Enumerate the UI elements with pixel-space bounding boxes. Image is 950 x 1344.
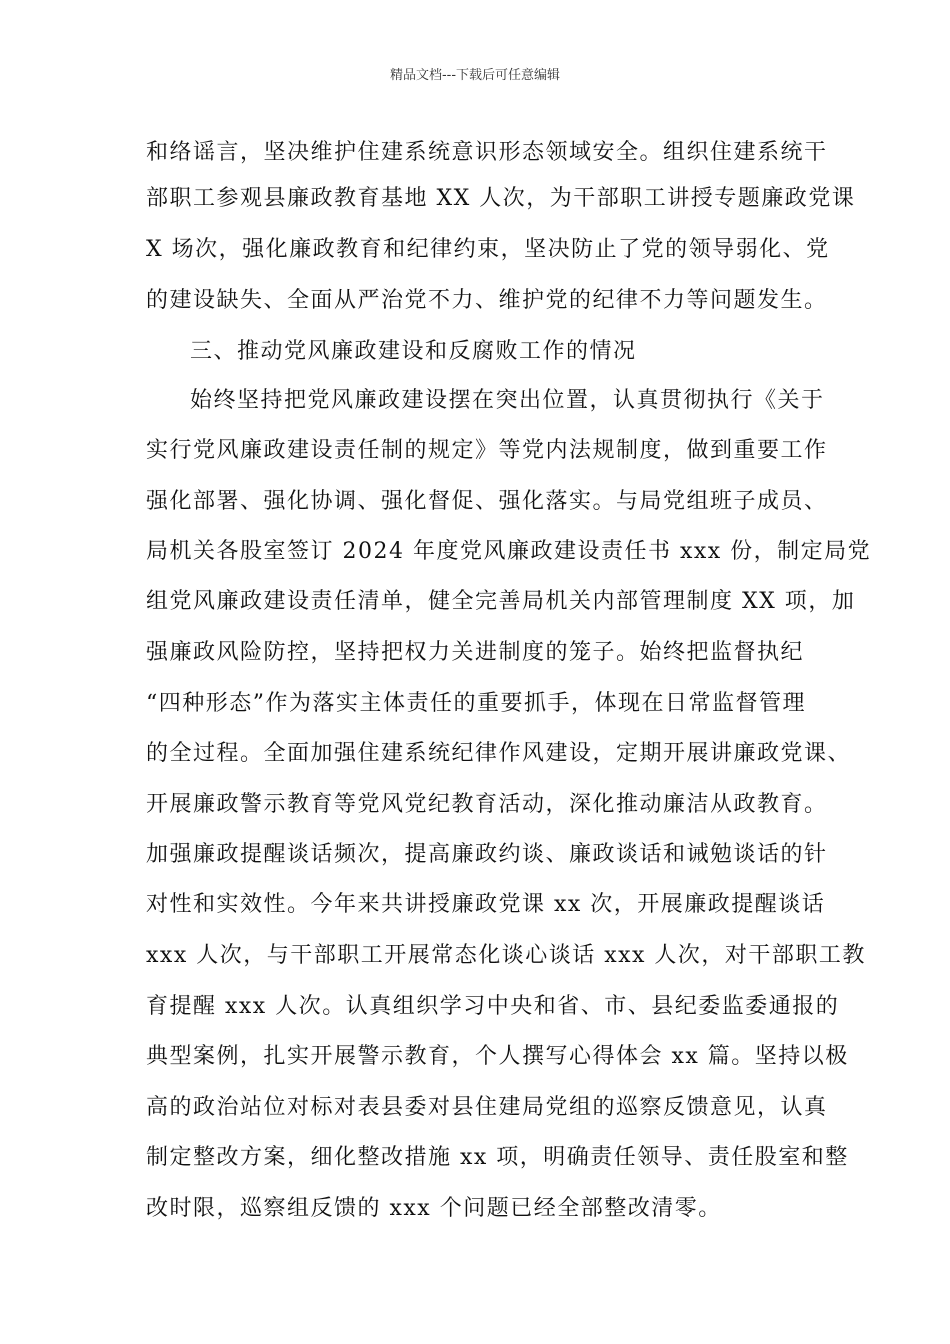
text-line: 典型案例，扎实开展警示教育，个人撰写心得体会 xx 篇。坚持以极 (146, 1044, 849, 1069)
text-line: 组党风廉政建设责任清单，健全完善局机关内部管理制度 XX 项，加 (146, 589, 856, 614)
text-line: 育提醒 xxx 人次。认真组织学习中央和省、市、县纪委监委通报的 (146, 994, 840, 1019)
page-header: 精品文档---下载后可任意编辑 (389, 68, 561, 83)
text-line: 和络谣言，坚决维护住建系统意识形态领域安全。组织住建系统干 (146, 140, 828, 165)
text-line: 开展廉政警示教育等党风党纪教育活动，深化推动廉洁从政教育。 (146, 792, 828, 817)
section-heading: 三、推动党风廉政建设和反腐败工作的情况 (190, 339, 637, 364)
text-line: 制定整改方案，细化整改措施 xx 项，明确责任领导、责任股室和整 (146, 1145, 849, 1170)
text-line: X 场次，强化廉政教育和纪律约束，坚决防止了党的领导弱化、党 (146, 237, 830, 262)
text-line: 部职工参观县廉政教育基地 XX 人次，为干部职工讲授专题廉政党课 (146, 186, 856, 211)
text-line: 始终坚持把党风廉政建设摆在突出位置，认真贯彻执行《关于 (190, 388, 825, 413)
text-line: xxx 人次，与干部职工开展常态化谈心谈话 xxx 人次，对干部职工教 (146, 943, 866, 968)
text-line: 强化部署、强化协调、强化督促、强化落实。与局党组班子成员、 (146, 489, 828, 514)
text-line: “四种形态”作为落实主体责任的重要抓手，体现在日常监督管理 (146, 691, 806, 716)
text-line: 的全过程。全面加强住建系统纪律作风建设，定期开展讲廉政党课、 (146, 741, 852, 766)
text-line: 强廉政风险防控，坚持把权力关进制度的笼子。始终把监督执纪 (146, 640, 805, 665)
text-line: 局机关各股室签订 2024 年度党风廉政建设责任书 xxx 份，制定局党 (146, 539, 872, 564)
text-line: 加强廉政提醒谈话频次，提高廉政约谈、廉政谈话和诫勉谈话的针 (146, 842, 828, 867)
text-line: 实行党风廉政建设责任制的规定》等党内法规制度，做到重要工作 (146, 438, 828, 463)
text-line: 的建设缺失、全面从严治党不力、维护党的纪律不力等问题发生。 (146, 288, 828, 313)
text-line: 改时限，巡察组反馈的 xxx 个问题已经全部整改清零。 (146, 1196, 722, 1221)
text-line: 对性和实效性。今年来共讲授廉政党课 xx 次，开展廉政提醒谈话 (146, 892, 826, 917)
text-line: 高的政治站位对标对表县委对县住建局党组的巡察反馈意见，认真 (146, 1095, 828, 1120)
